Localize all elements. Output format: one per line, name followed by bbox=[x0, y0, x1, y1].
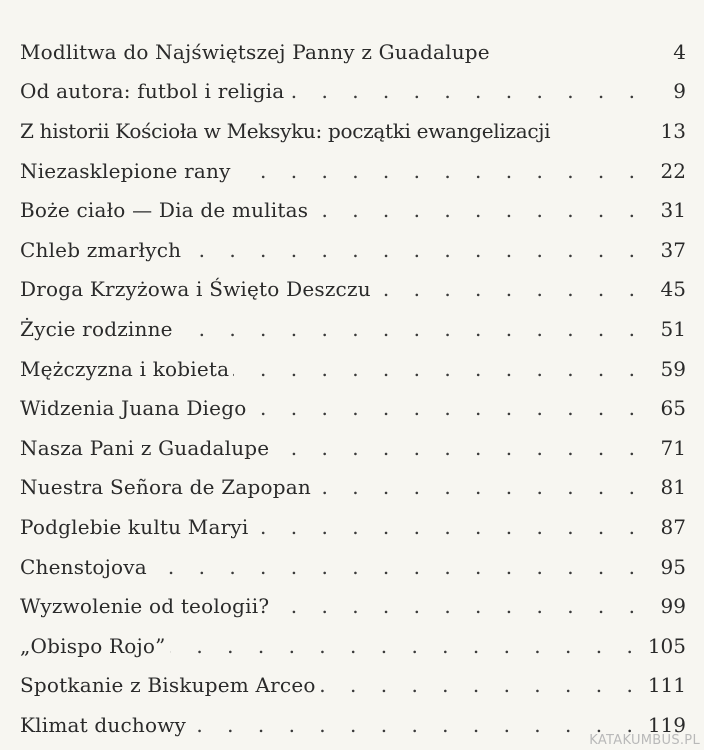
toc-page-number: 45 bbox=[660, 277, 686, 302]
toc-entry bbox=[20, 507, 686, 547]
toc-leader-dots bbox=[233, 359, 644, 379]
toc-leader-dots bbox=[235, 161, 644, 181]
toc-entry-title: Podglebie kultu Maryi bbox=[20, 517, 252, 537]
toc-page-number: 111 bbox=[647, 673, 686, 698]
toc-leader-dots bbox=[315, 477, 644, 497]
toc-entry-title: Z historii Kościoła w Meksyku: początki ewangelizacji bbox=[20, 121, 554, 141]
toc-leader-dots bbox=[250, 398, 644, 418]
toc-leader-dots bbox=[288, 81, 644, 101]
toc-page-number: 9 bbox=[673, 79, 686, 104]
toc-page-number: 99 bbox=[660, 594, 686, 619]
toc-entry-title: Boże ciało — Dia de mulitas bbox=[20, 200, 312, 220]
toc-leader-dots bbox=[252, 517, 644, 537]
toc-entry bbox=[20, 230, 686, 270]
toc-entry-title: Wyzwolenie od teologii? bbox=[20, 596, 273, 616]
toc-page-number: 4 bbox=[673, 39, 686, 64]
toc-leader-dots bbox=[190, 715, 642, 735]
toc-entry-title: Nasza Pani z Guadalupe bbox=[20, 438, 273, 458]
toc-page-number: 81 bbox=[660, 475, 686, 500]
toc-entry bbox=[20, 468, 686, 508]
table-of-contents bbox=[20, 32, 686, 745]
toc-entry bbox=[20, 547, 686, 587]
toc-leader-dots bbox=[375, 279, 644, 299]
toc-entry bbox=[20, 626, 686, 666]
toc-entry bbox=[20, 428, 686, 468]
toc-entry-title: Od autora: futbol i religia bbox=[20, 81, 288, 101]
toc-entry bbox=[20, 32, 686, 72]
toc-entry bbox=[20, 309, 686, 349]
toc-leader-dots bbox=[170, 636, 642, 656]
toc-entry bbox=[20, 190, 686, 230]
toc-entry bbox=[20, 349, 686, 389]
toc-entry-title: „Obispo Rojo” bbox=[20, 636, 170, 656]
toc-page-number: 37 bbox=[660, 237, 686, 262]
toc-page-number: 105 bbox=[647, 633, 686, 658]
toc-leader-dots bbox=[273, 438, 644, 458]
toc-page-number: 59 bbox=[660, 356, 686, 381]
toc-entry-title: Chenstojova bbox=[20, 557, 151, 577]
toc-entry-title: Droga Krzyżowa i Święto Deszczu bbox=[20, 279, 375, 299]
toc-leader-dots bbox=[151, 557, 644, 577]
toc-page-number: 65 bbox=[660, 396, 686, 421]
toc-entry bbox=[20, 151, 686, 191]
toc-entry-title: Widzenia Juana Diego bbox=[20, 398, 250, 418]
toc-entry bbox=[20, 72, 686, 112]
toc-page-number: 71 bbox=[660, 435, 686, 460]
toc-entry bbox=[20, 388, 686, 428]
toc-entry-title: Nuestra Señora de Zapopan bbox=[20, 477, 315, 497]
toc-entry bbox=[20, 705, 686, 745]
toc-entry bbox=[20, 666, 686, 706]
toc-entry bbox=[20, 111, 686, 151]
toc-entry-title: Modlitwa do Najświętszej Panny z Guadalupe bbox=[20, 42, 494, 62]
toc-leader-dots bbox=[312, 200, 644, 220]
toc-page-number: 95 bbox=[660, 554, 686, 579]
toc-leader-dots bbox=[177, 319, 644, 339]
toc-page-number: 51 bbox=[660, 316, 686, 341]
toc-entry-title: Niezasklepione rany bbox=[20, 161, 235, 181]
toc-entry-title: Życie rodzinne bbox=[20, 319, 177, 339]
toc-page-number: 119 bbox=[647, 712, 686, 737]
toc-entry-title: Spotkanie z Biskupem Arceo bbox=[20, 675, 320, 695]
toc-page-number: 87 bbox=[660, 514, 686, 539]
toc-leader-dots bbox=[273, 596, 644, 616]
toc-entry-title: Klimat duchowy bbox=[20, 715, 190, 735]
toc-page-number: 31 bbox=[660, 198, 686, 223]
toc-entry bbox=[20, 586, 686, 626]
toc-page-number: 13 bbox=[660, 118, 686, 143]
toc-entry-title: Mężczyzna i kobieta bbox=[20, 359, 233, 379]
toc-entry-title: Chleb zmarłych bbox=[20, 240, 185, 260]
toc-leader-dots bbox=[320, 675, 642, 695]
toc-leader-dots bbox=[185, 240, 644, 260]
watermark: KATAKUMBUS.PL bbox=[589, 733, 700, 748]
toc-page-number: 22 bbox=[660, 158, 686, 183]
toc-entry bbox=[20, 270, 686, 310]
